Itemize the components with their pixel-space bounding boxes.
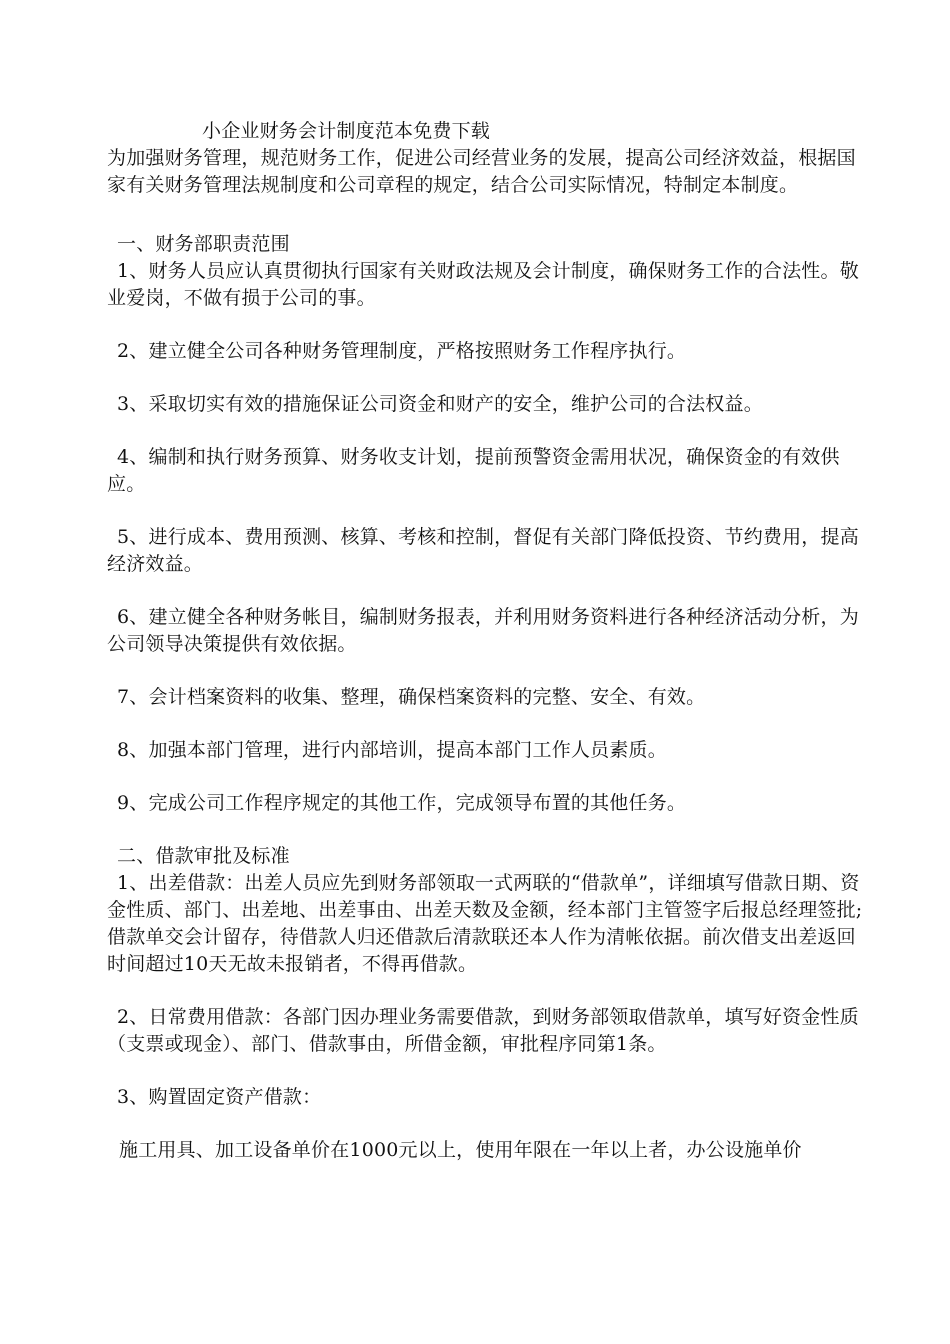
section-1-item-8: 8、加强本部门管理，进行内部培训，提高本部门工作人员素质。: [117, 739, 667, 761]
section-heading-2: 二、借款审批及标准: [117, 845, 290, 867]
section-2-item-1: 1、出差借款：出差人员应先到财务部领取一式两联的“借款单”，详细填写借款日期、资金性质、部门、出差地、出差事由、出差天数及金额，经本部门主管签字后报总经理签批;借款单交会计留存，待借款人归还借款后清款联还本人作为清帐依据。前次借支出差返回时间超过10天无故未报销者，不得再借款。: [107, 872, 863, 975]
section-1-item-2: 2、建立健全公司各种财务管理制度，严格按照财务工作程序执行。: [117, 340, 687, 362]
section-heading-1: 一、财务部职责范围: [117, 233, 290, 255]
closing-paragraph: 施工用具、加工设备单价在1000元以上，使用年限在一年以上者，办公设施单价: [119, 1139, 802, 1161]
section-2-item-2: 2、日常费用借款：各部门因办理业务需要借款，到财务部领取借款单，填写好资金性质（支票或现金）、部门、借款事由，所借金额，审批程序同第1条。: [107, 1006, 859, 1055]
section-1-item-4: 4、编制和执行财务预算、财务收支计划，提前预警资金需用状况，确保资金的有效供应。: [107, 446, 840, 495]
section-1-item-7: 7、会计档案资料的收集、整理，确保档案资料的完整、安全、有效。: [117, 686, 706, 708]
document-title: 小企业财务会计制度范本免费下载: [202, 120, 491, 142]
document-page: [107, 118, 867, 1164]
section-1-item-1: 1、财务人员应认真贯彻执行国家有关财政法规及会计制度，确保财务工作的合法性。敬业爱岗，不做有损于公司的事。: [107, 260, 859, 309]
intro-paragraph: 为加强财务管理，规范财务工作，促进公司经营业务的发展，提高公司经济效益，根据国家有关财务管理法规制度和公司章程的规定，结合公司实际情况，特制定本制度。: [107, 147, 856, 196]
section-1-item-3: 3、采取切实有效的措施保证公司资金和财产的安全，维护公司的合法权益。: [117, 393, 763, 415]
section-1-item-5: 5、进行成本、费用预测、核算、考核和控制，督促有关部门降低投资、节约费用，提高经济效益。: [107, 526, 859, 575]
section-1-item-6: 6、建立健全各种财务帐目，编制财务报表，并利用财务资料进行各种经济活动分析，为公司领导决策提供有效依据。: [107, 606, 859, 655]
section-2-item-3: 3、购置固定资产借款：: [117, 1086, 322, 1108]
section-1-item-9: 9、完成公司工作程序规定的其他工作，完成领导布置的其他任务。: [117, 792, 687, 814]
